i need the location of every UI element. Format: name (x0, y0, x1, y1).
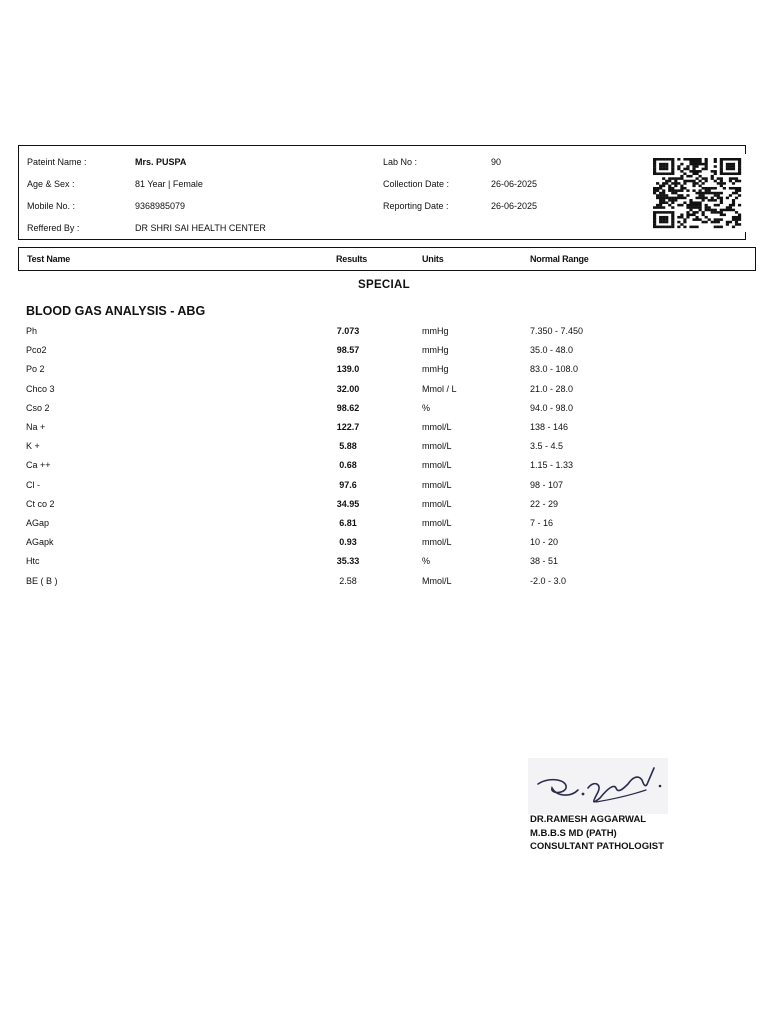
lab-no-label: Lab No : (383, 157, 418, 167)
test-name: AGap (26, 518, 50, 528)
result-value: 2.58 (339, 575, 357, 586)
test-name: Ca ++ (26, 460, 51, 471)
test-title: BLOOD GAS ANALYSIS - ABG (26, 304, 206, 318)
referred-by-value: DR SHRI SAI HEALTH CENTER (135, 223, 266, 233)
test-name: Ph (26, 326, 38, 336)
result-value: 6.81 (339, 518, 357, 528)
unit-value: mmol/L (422, 518, 452, 528)
table-row (0, 499, 768, 518)
collection-date-value: 26-06-2025 (491, 179, 538, 189)
unit-value: % (422, 402, 431, 413)
normal-range-value: 38 - 51 (530, 556, 559, 567)
test-name: Pco2 (26, 345, 47, 356)
normal-range-value: 7 - 16 (530, 518, 554, 528)
patient-name-label: Pateint Name : (27, 157, 87, 167)
normal-range-value: 22 - 29 (530, 498, 559, 509)
header-test-name: Test Name (27, 254, 71, 264)
result-value: 122.7 (336, 422, 360, 432)
doctor-title: CONSULTANT PATHOLOGIST (530, 841, 664, 852)
table-row (0, 403, 768, 422)
test-name: Po 2 (26, 364, 45, 375)
doctor-degree: M.B.B.S MD (PATH) (530, 827, 617, 839)
table-row (0, 441, 768, 460)
result-value: 5.88 (339, 441, 357, 452)
results-table-header (18, 247, 756, 271)
mobile-label: Mobile No. : (27, 201, 76, 211)
test-name: Chco 3 (26, 383, 55, 394)
normal-range-value: -2.0 - 3.0 (530, 575, 567, 586)
table-row (0, 422, 768, 441)
header-results: Results (336, 254, 368, 264)
result-value: 98.62 (336, 402, 360, 413)
normal-range-value: 94.0 - 98.0 (530, 402, 574, 413)
test-name: Cso 2 (26, 402, 50, 413)
table-row (0, 576, 768, 595)
normal-range-value: 138 - 146 (530, 422, 569, 432)
result-value: 98.57 (336, 345, 360, 356)
normal-range-value: 7.350 - 7.450 (530, 326, 584, 336)
age-sex-label: Age & Sex : (27, 179, 75, 189)
unit-value: mmol/L (422, 460, 452, 471)
unit-value: Mmol/L (422, 575, 452, 586)
signature-icon (528, 758, 668, 814)
result-value: 139.0 (336, 364, 360, 375)
table-row (0, 556, 768, 575)
unit-value: Mmol / L (422, 383, 457, 394)
test-name: K + (26, 441, 40, 452)
signature-block (530, 813, 664, 854)
qr-code-icon (643, 154, 749, 232)
normal-range-value: 10 - 20 (530, 537, 559, 548)
table-row (0, 460, 768, 479)
unit-value: mmol/L (422, 441, 452, 452)
normal-range-value: 21.0 - 28.0 (530, 383, 574, 394)
reporting-date-label: Reporting Date : (383, 201, 449, 211)
unit-value: mmol/L (422, 479, 452, 490)
table-row (0, 537, 768, 556)
test-name: Htc (26, 556, 40, 567)
normal-range-value: 3.5 - 4.5 (530, 441, 564, 452)
table-row (0, 480, 768, 499)
unit-value: mmol/L (422, 498, 452, 509)
normal-range-value: 98 - 107 (530, 479, 564, 490)
result-value: 0.68 (339, 460, 357, 471)
referred-by-label: Reffered By : (27, 223, 80, 233)
unit-value: mmHg (422, 345, 449, 356)
department-heading: SPECIAL (358, 279, 410, 291)
header-normal-range: Normal Range (530, 254, 589, 264)
table-row (0, 345, 768, 364)
normal-range-value: 83.0 - 108.0 (530, 364, 579, 375)
unit-value: mmHg (422, 364, 449, 375)
table-row (0, 384, 768, 403)
age-sex-value: 81 Year | Female (135, 179, 203, 189)
unit-value: % (422, 556, 431, 567)
table-row (0, 364, 768, 383)
result-value: 35.33 (336, 556, 360, 567)
doctor-name: DR.RAMESH AGGARWAL (530, 814, 647, 825)
test-name: Na + (26, 422, 46, 432)
unit-value: mmol/L (422, 422, 452, 432)
unit-value: mmHg (422, 326, 449, 336)
result-value: 34.95 (336, 498, 360, 509)
collection-date-label: Collection Date : (383, 179, 450, 189)
header-units: Units (422, 254, 444, 264)
reporting-date-value: 26-06-2025 (491, 201, 538, 211)
unit-value: mmol/L (422, 537, 452, 548)
patient-info-box (18, 145, 746, 240)
test-name: Cl - (26, 479, 40, 490)
table-row (0, 518, 768, 537)
patient-name-value: Mrs. PUSPA (135, 157, 187, 167)
test-name: BE ( B ) (26, 575, 58, 586)
lab-no-value: 90 (491, 157, 502, 167)
result-value: 0.93 (339, 537, 357, 548)
result-value: 97.6 (339, 479, 357, 490)
mobile-value: 9368985079 (135, 201, 186, 211)
test-name: AGapk (26, 537, 54, 548)
test-name: Ct co 2 (26, 498, 55, 509)
normal-range-value: 1.15 - 1.33 (530, 460, 574, 471)
table-row (0, 326, 768, 345)
normal-range-value: 35.0 - 48.0 (530, 345, 574, 356)
result-value: 7.073 (336, 326, 360, 336)
result-value: 32.00 (336, 383, 360, 394)
